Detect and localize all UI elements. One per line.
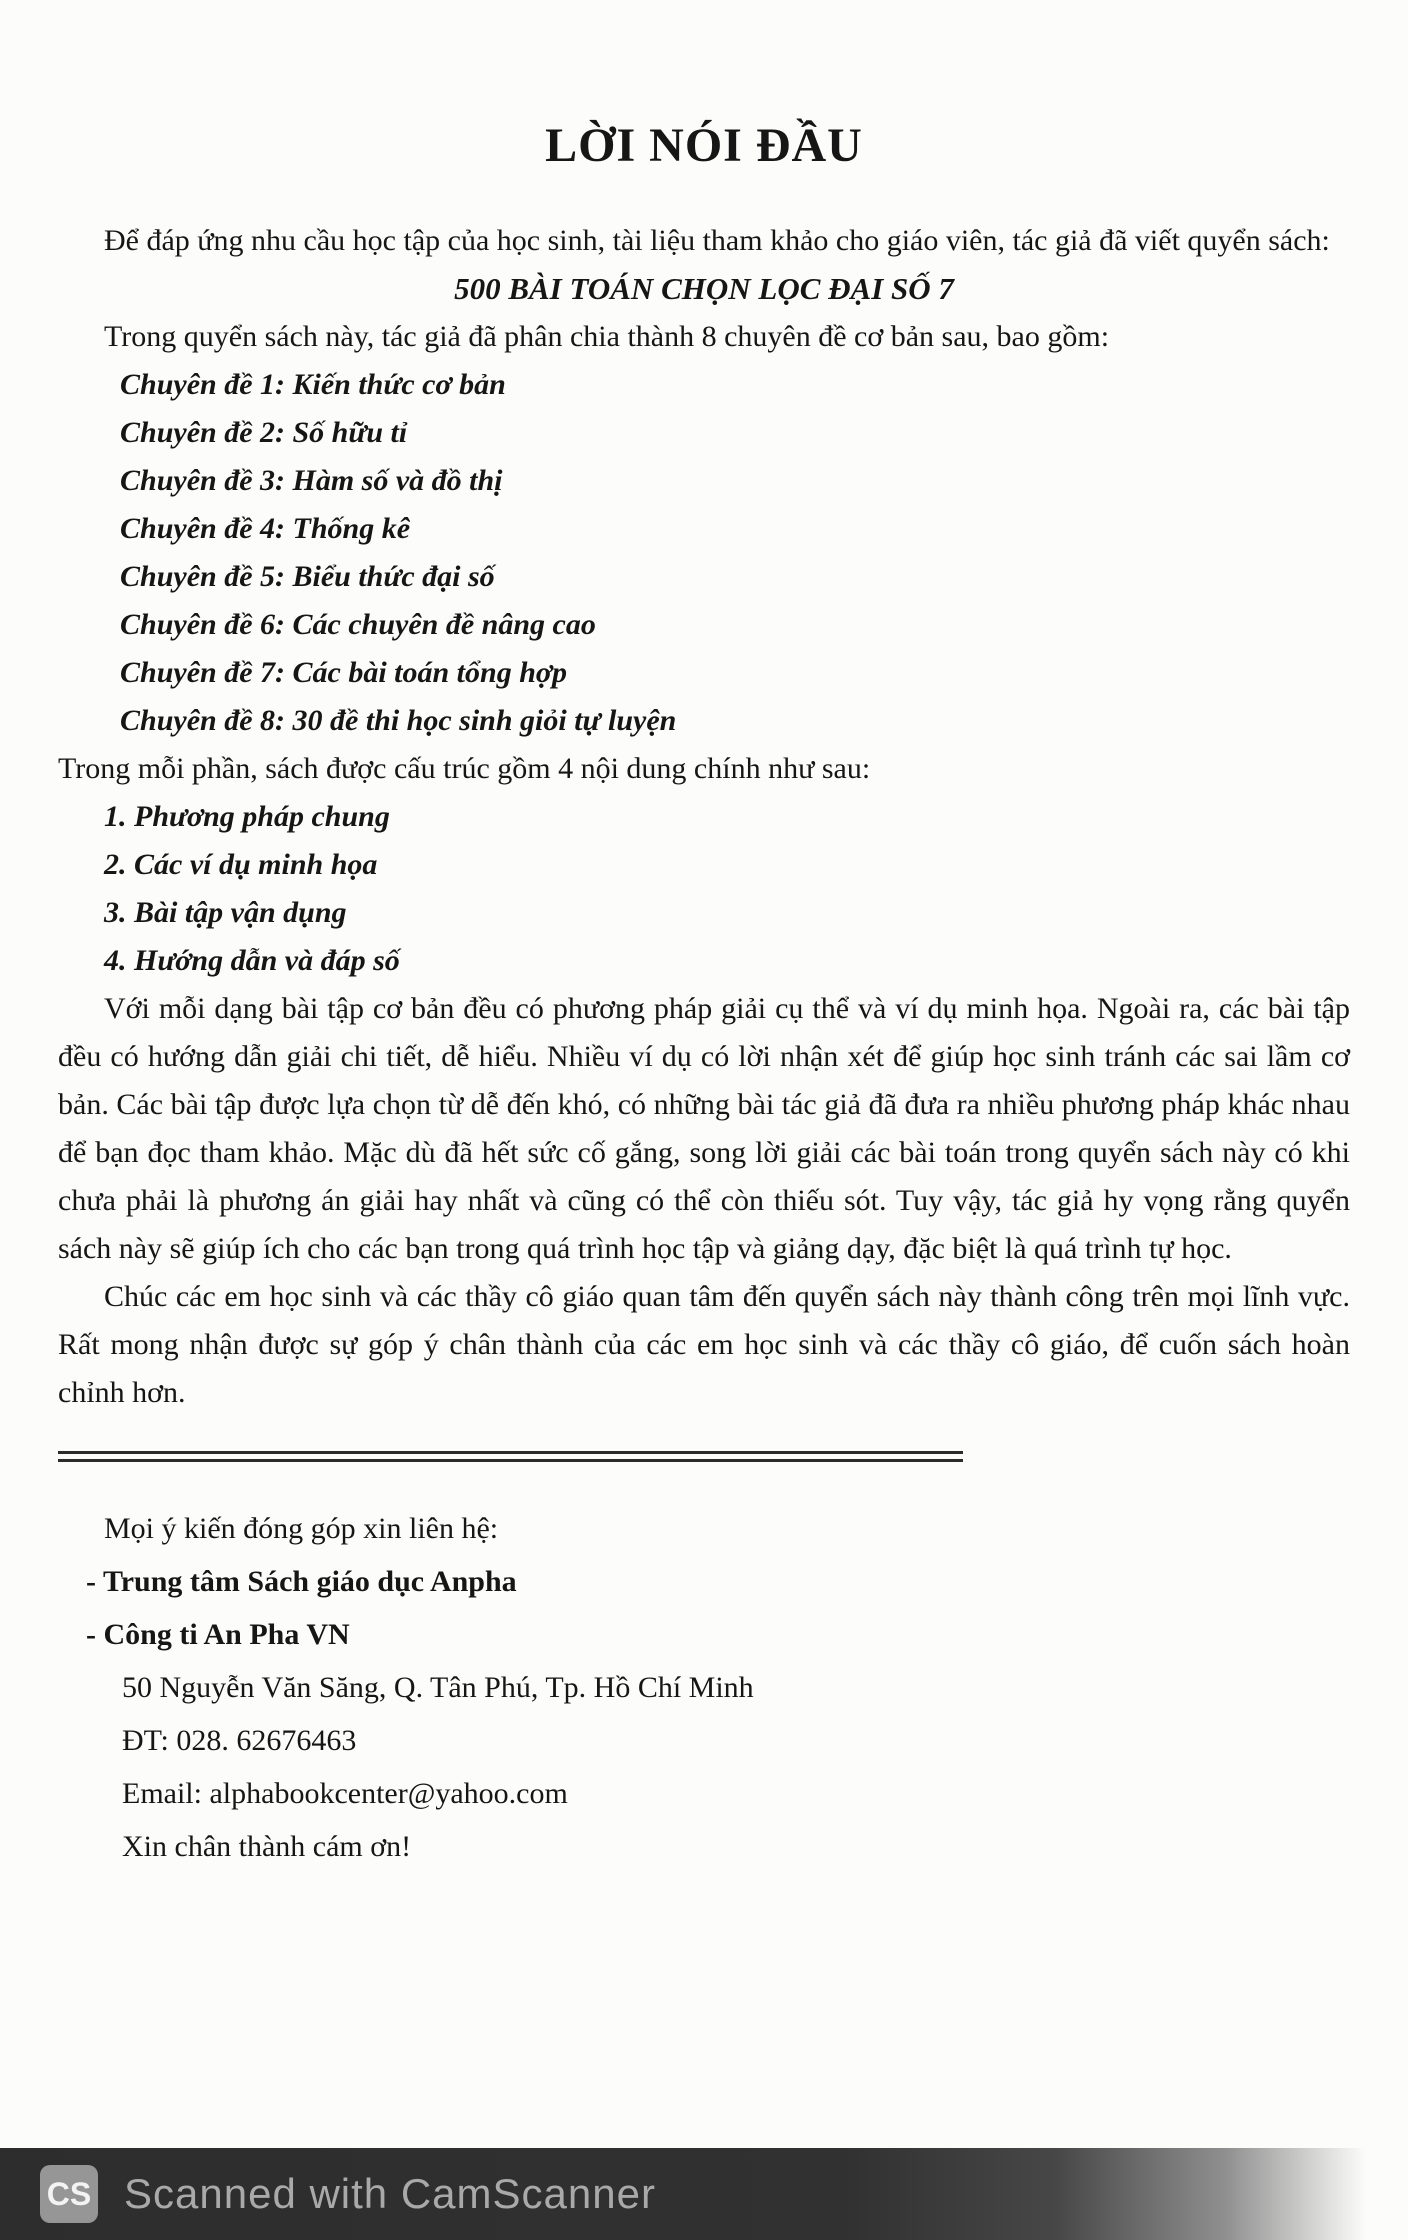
topic-item: Chuyên đề 5: Biểu thức đại số [120, 560, 495, 593]
structure-item: 3. Bài tập vận dụng [104, 896, 347, 929]
body-paragraph-1: Với mỗi dạng bài tập cơ bản đều có phương pháp giải cụ thể và ví dụ minh họa. Ngoài ra, các bài tập đều có hướng dẫn giải chi tiết, dễ hiểu. Nhiều ví dụ có lời nhận xét để giúp học sinh tránh các sai lầm cơ bản. Các bài tập được lựa chọn từ dễ đến khó, có những bài tác giả đã đưa ra nhiều phương pháp khác nhau để bạn đọc tham khảo. Mặc dù đã hết sức cố gắng, song lời giải các bài toán trong quyển sách này có khi chưa phải là phương án giải hay nhất và cũng có thể còn thiếu sót. Tuy vậy, tác giả hy vọng rằng quyển sách này sẽ giúp ích cho các bạn trong quá trình học tập và giảng dạy, đặc biệt là quá trình tự học. [58, 992, 1350, 1265]
topic-item: Chuyên đề 8: 30 đề thi học sinh giỏi tự luyện [120, 704, 677, 737]
section-divider [58, 1451, 963, 1462]
book-title: 500 BÀI TOÁN CHỌN LỌC ĐẠI SỐ 7 [454, 271, 954, 306]
structure-list [58, 793, 1350, 985]
topic-item: Chuyên đề 2: Số hữu tỉ [120, 416, 408, 449]
topic-item: Chuyên đề 4: Thống kê [120, 512, 411, 545]
structure-item: 4. Hướng dẫn và đáp số [104, 944, 400, 977]
contact-block [58, 1502, 1350, 1873]
topic-item: Chuyên đề 3: Hàm số và đồ thị [120, 464, 503, 497]
contact-phone: ĐT: 028. 62676463 [122, 1724, 357, 1757]
camscanner-watermark-bar [0, 2148, 1408, 2240]
overview-paragraph: Trong quyển sách này, tác giả đã phân chia thành 8 chuyên đề cơ bản sau, bao gồm: [104, 320, 1110, 353]
topic-item: Chuyên đề 7: Các bài toán tổng hợp [120, 656, 567, 689]
contact-org-2: - Công ti An Pha VN [86, 1618, 350, 1651]
topic-item: Chuyên đề 6: Các chuyên đề nâng cao [120, 608, 596, 641]
camscanner-watermark-text: Scanned with CamScanner [124, 2170, 656, 2217]
camscanner-logo-icon: CS [40, 2165, 98, 2223]
topic-item: Chuyên đề 1: Kiến thức cơ bản [120, 368, 506, 401]
contact-thanks: Xin chân thành cám ơn! [122, 1830, 412, 1863]
contact-email: Email: alphabookcenter@yahoo.com [122, 1777, 568, 1810]
intro-paragraph: Để đáp ứng nhu cầu học tập của học sinh, tài liệu tham khảo cho giáo viên, tác giả đã viết quyển sách: [104, 224, 1330, 257]
structure-item: 2. Các ví dụ minh họa [104, 848, 378, 881]
topic-list [58, 361, 1350, 745]
structure-item: 1. Phương pháp chung [104, 800, 390, 833]
structure-intro: Trong mỗi phần, sách được cấu trúc gồm 4 nội dung chính như sau: [58, 752, 871, 785]
page-title: LỜI NÓI ĐẦU [545, 119, 863, 172]
body-paragraph-2: Chúc các em học sinh và các thầy cô giáo quan tâm đến quyển sách này thành công trên mọi lĩnh vực. Rất mong nhận được sự góp ý chân thành của các em học sinh và các thầy cô giáo, để cuốn sách hoàn chỉnh hơn. [58, 1280, 1350, 1409]
contact-org-1: - Trung tâm Sách giáo dục Anpha [86, 1565, 517, 1598]
contact-heading: Mọi ý kiến đóng góp xin liên hệ: [104, 1512, 499, 1545]
contact-address: 50 Nguyễn Văn Săng, Q. Tân Phú, Tp. Hồ Chí Minh [122, 1671, 754, 1704]
